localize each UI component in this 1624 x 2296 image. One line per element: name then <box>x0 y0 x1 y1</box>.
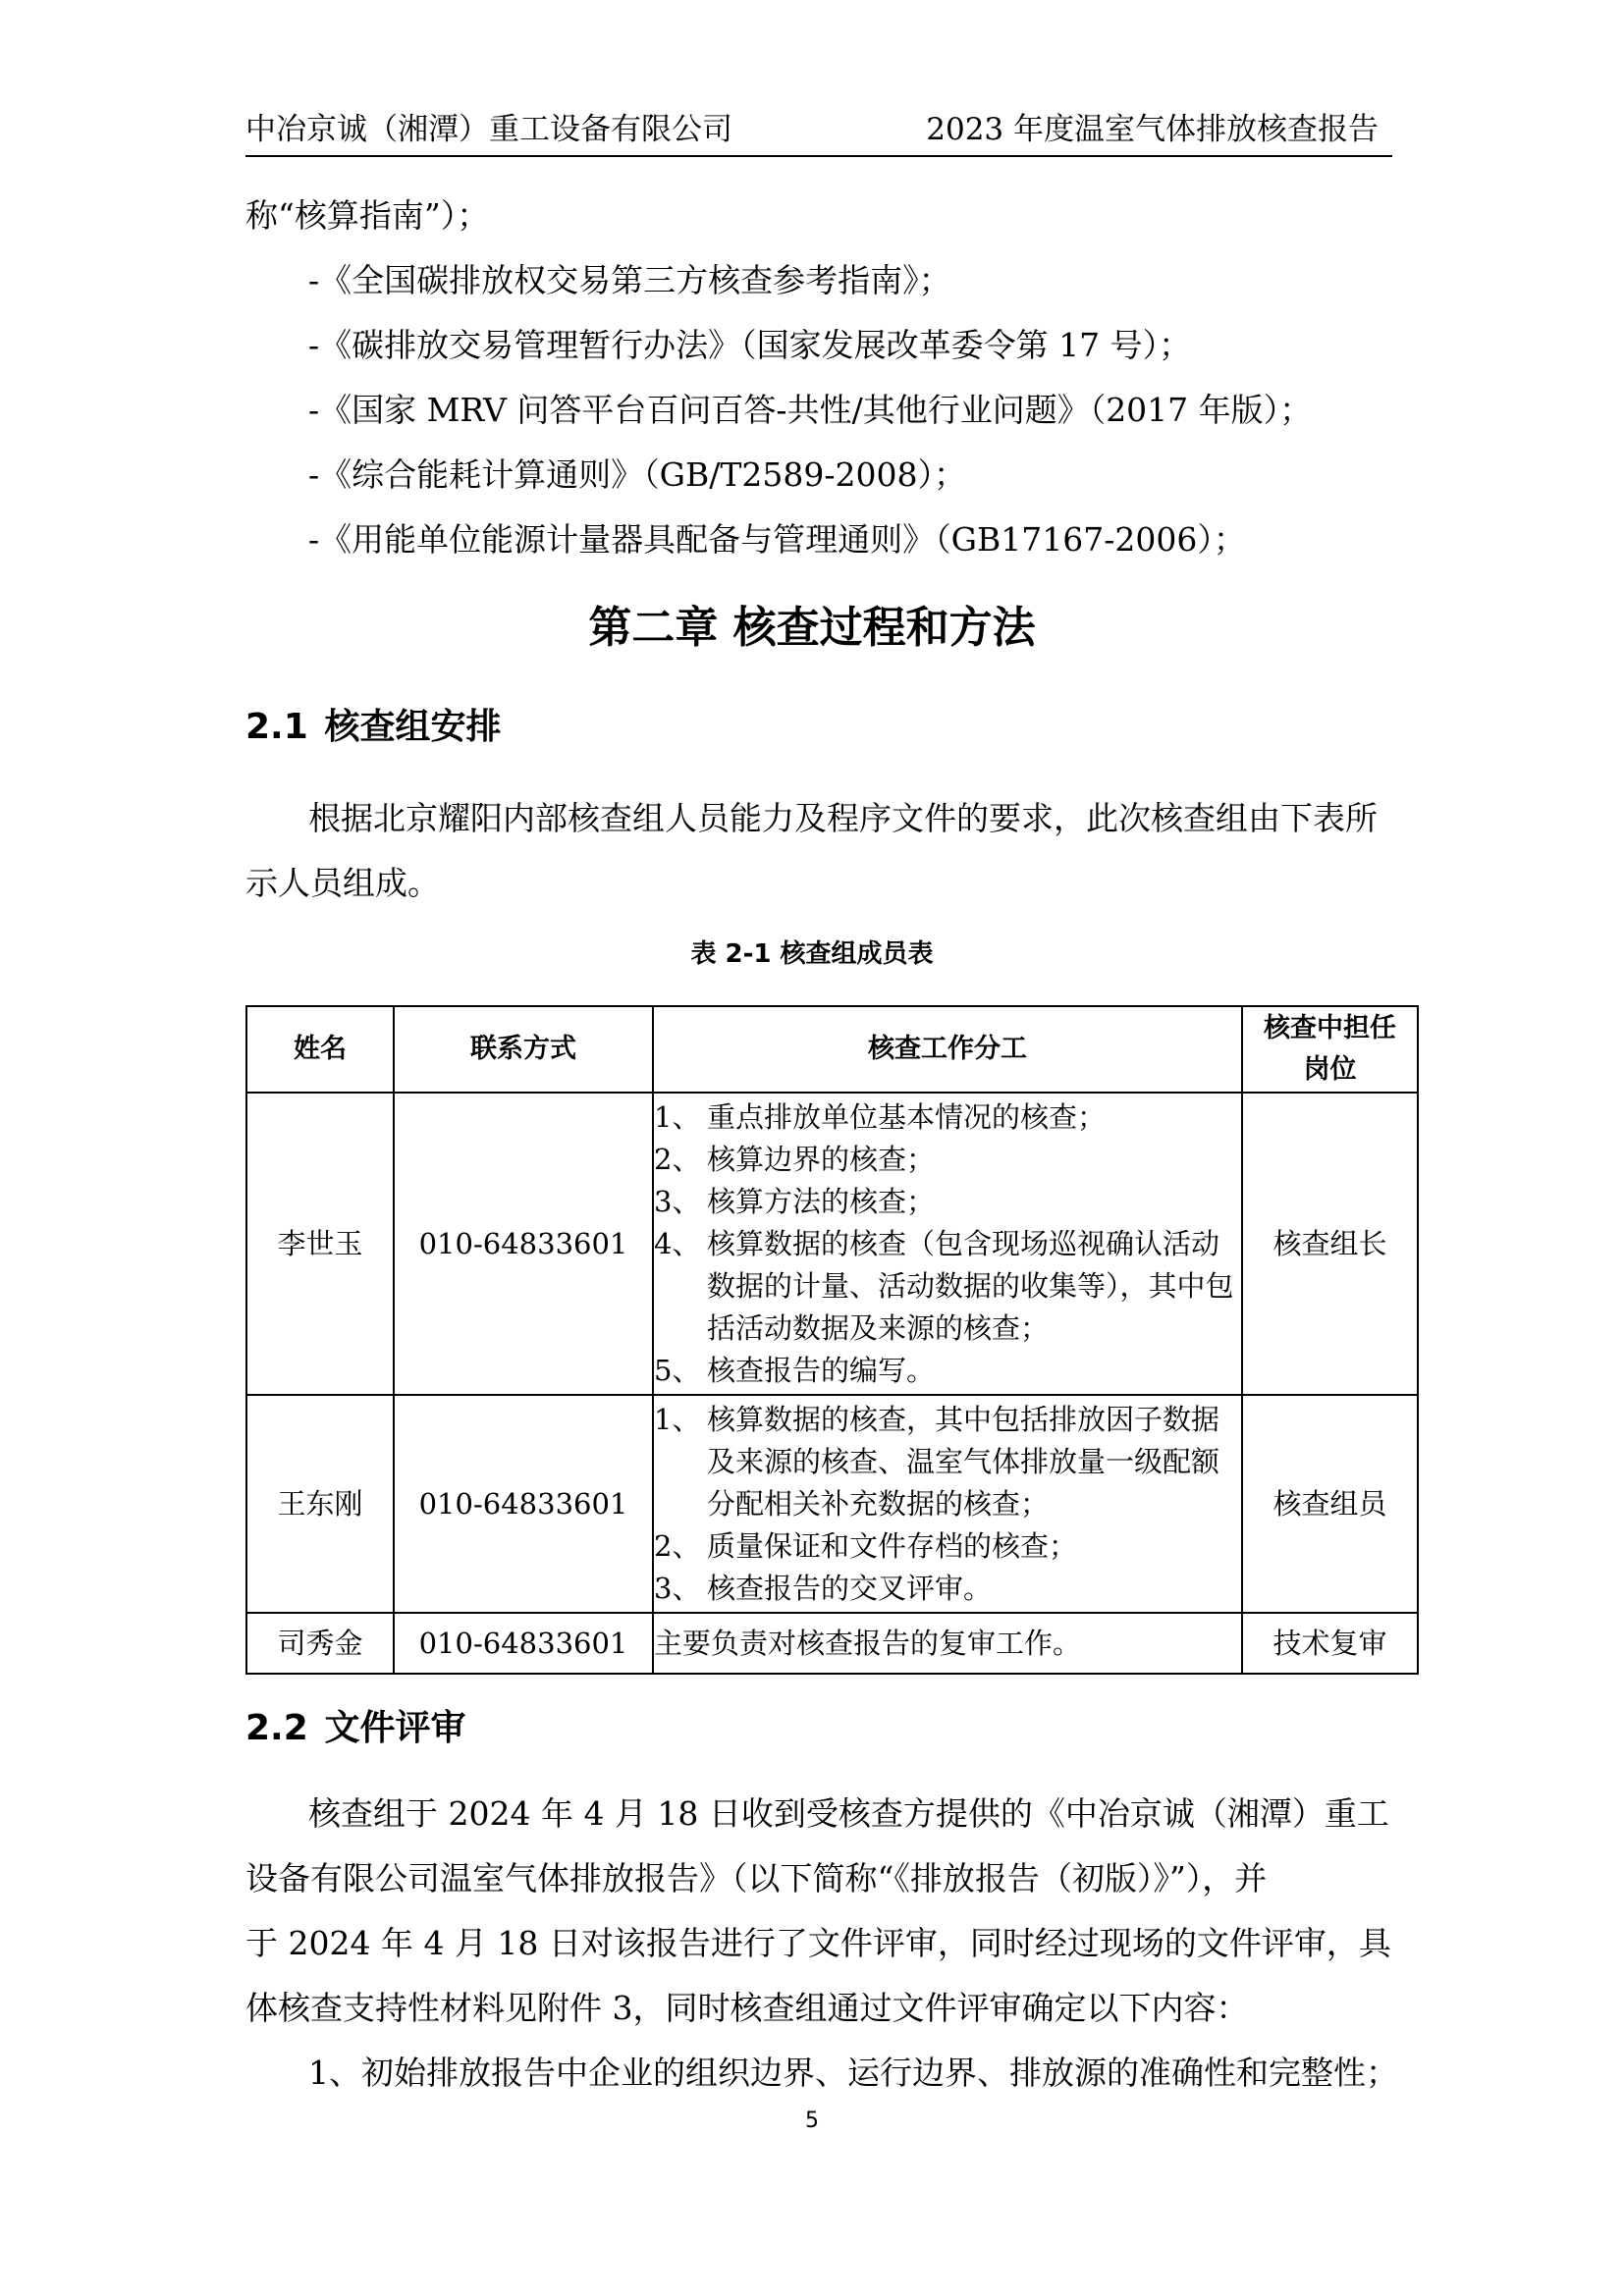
duty-item <box>654 1139 1241 1181</box>
duty-item <box>654 1350 1241 1392</box>
col-header-role <box>1242 1006 1418 1093</box>
table-row <box>246 1395 1418 1613</box>
duty-number: 4、 <box>654 1226 701 1260</box>
cell-role: 技术复审 <box>1242 1613 1418 1674</box>
duty-text: 重点排放单位基本情况的核查； <box>707 1099 1107 1134</box>
duty-item <box>654 1525 1241 1568</box>
cell-duties: 主要负责对核查报告的复审工作。 <box>653 1613 1242 1674</box>
duty-text: 核算数据的核查（包含现场巡视确认活动数据的计量、活动数据的收集等），其中包括活动数据及来源的核查； <box>707 1226 1234 1345</box>
section-heading <box>245 1704 466 1753</box>
section-title: 核查组安排 <box>324 707 502 747</box>
col-header-role-line: 岗位 <box>1303 1054 1357 1085</box>
cell-phone: 010-64833601 <box>394 1613 653 1674</box>
cell-duties <box>653 1093 1242 1395</box>
page-number: 5 <box>805 2109 819 2133</box>
duty-item <box>654 1223 1241 1350</box>
duty-text: 核查报告的编写。 <box>707 1353 936 1387</box>
duty-item <box>654 1568 1241 1610</box>
reference-item: -《碳排放交易管理暂行办法》（国家发展改革委令第 17 号）； <box>308 326 1192 364</box>
duty-number: 3、 <box>654 1184 701 1218</box>
cell-name: 王东刚 <box>246 1395 394 1613</box>
paragraph-line: 核查组于 2024 年 4 月 18 日收到受核查方提供的《中冶京诚（湘潭）重工 <box>308 1794 1389 1833</box>
section-title: 文件评审 <box>324 1708 466 1748</box>
duty-text: 核算数据的核查，其中包括排放因子数据及来源的核查、温室气体排放量一级配额分配相关补充数据的核查； <box>707 1402 1220 1521</box>
duty-text: 核算边界的核查； <box>707 1142 936 1176</box>
header-report-title: 2023 年度温室气体排放核查报告 <box>926 112 1379 147</box>
section-number: 2.1 <box>245 707 308 747</box>
reference-item: -《综合能耗计算通则》（GB/T2589-2008）； <box>308 455 967 494</box>
cell-role: 核查组长 <box>1242 1093 1418 1395</box>
duty-number: 2、 <box>654 1528 701 1563</box>
paragraph-line: 根据北京耀阳内部核查组人员能力及程序文件的要求，此次核查组由下表所 <box>308 799 1378 837</box>
paragraph-line: 体核查支持性材料见附件 3，同时核查组通过文件评审确定以下内容： <box>245 1989 1249 2027</box>
duty-item <box>654 1096 1241 1139</box>
table-caption: 表 2-1 核查组成员表 <box>690 939 934 969</box>
duty-text: 核查报告的交叉评审。 <box>707 1571 993 1605</box>
col-header-contact: 联系方式 <box>394 1006 653 1093</box>
cell-phone: 010-64833601 <box>394 1395 653 1613</box>
cell-name: 司秀金 <box>246 1613 394 1674</box>
reference-item: -《用能单位能源计量器具配备与管理通则》（GB17167-2006）； <box>308 520 1246 559</box>
reference-item: -《国家 MRV 问答平台百问百答-共性/其他行业问题》（2017 年版）； <box>308 391 1313 429</box>
paragraph-line: 1、初始排放报告中企业的组织边界、运行边界、排放源的准确性和完整性； <box>308 2054 1398 2092</box>
col-header-role-line: 核查中担任 <box>1264 1013 1396 1043</box>
duty-item <box>654 1399 1241 1525</box>
duty-number: 5、 <box>654 1353 701 1387</box>
header-company: 中冶京诚（湘潭）重工设备有限公司 <box>245 112 732 147</box>
cell-name: 李世玉 <box>246 1093 394 1395</box>
duty-number: 1、 <box>654 1402 701 1436</box>
col-header-name: 姓名 <box>246 1006 394 1093</box>
section-number: 2.2 <box>245 1708 308 1748</box>
cell-duties <box>653 1395 1242 1613</box>
cell-role: 核查组员 <box>1242 1395 1418 1613</box>
col-header-duties: 核查工作分工 <box>653 1006 1242 1093</box>
header-rule <box>245 155 1392 157</box>
paragraph-line: 于 2024 年 4 月 18 日对该报告进行了文件评审，同时经过现场的文件评审，具 <box>245 1924 1391 1962</box>
duty-number: 1、 <box>654 1099 701 1134</box>
paragraph-line: 设备有限公司温室气体排放报告》（以下简称“《排放报告（初版）》”），并 <box>245 1859 1268 1897</box>
duty-text: 核算方法的核查； <box>707 1184 936 1218</box>
section-heading <box>245 703 502 752</box>
duty-item <box>654 1181 1241 1223</box>
cell-phone: 010-64833601 <box>394 1093 653 1395</box>
staff-table <box>245 1005 1419 1675</box>
duty-number: 3、 <box>654 1571 701 1605</box>
table-header-row <box>246 1006 1418 1093</box>
chapter-title: 第二章 核查过程和方法 <box>588 603 1036 653</box>
reference-item: -《全国碳排放权交易第三方核查参考指南》； <box>308 261 951 299</box>
duty-number: 2、 <box>654 1142 701 1176</box>
duty-text: 质量保证和文件存档的核查； <box>707 1528 1078 1563</box>
paragraph-line: 示人员组成。 <box>245 864 440 902</box>
table-row <box>246 1093 1418 1395</box>
reference-continuation: 称“核算指南”）； <box>245 196 490 235</box>
table-row <box>246 1613 1418 1674</box>
